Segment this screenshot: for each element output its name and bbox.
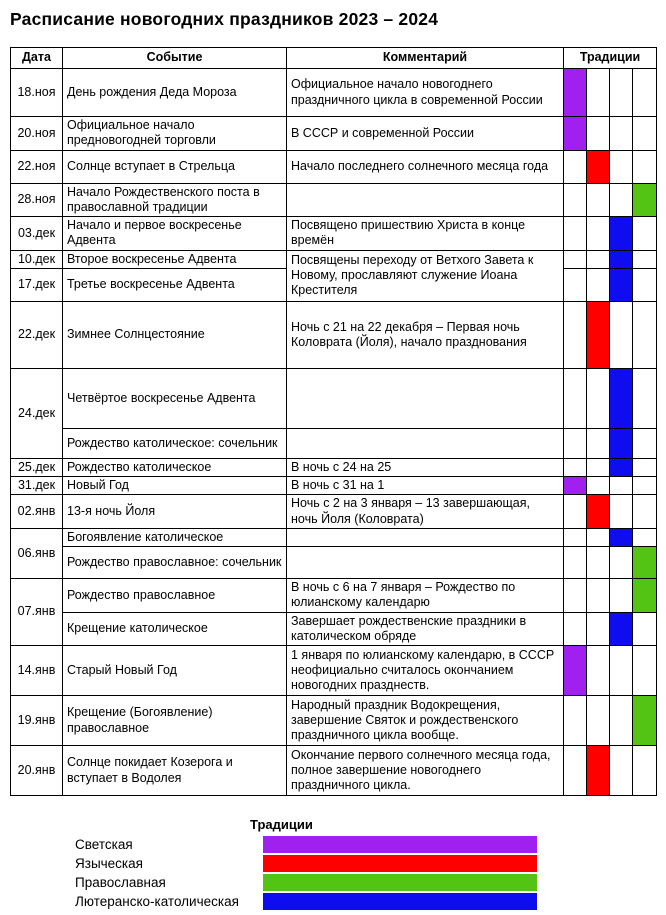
col-header-comment: Комментарий [287,48,564,69]
tradition-cell-pagan [587,301,610,368]
event-cell: Рождество католическое [63,458,287,476]
table-row [11,217,657,251]
tradition-cell-pagan [587,696,610,746]
tradition-cell-orthodox [633,646,657,696]
tradition-cell-pagan [587,612,610,646]
tradition-cell-orthodox [633,268,657,301]
table-row [11,150,657,183]
tradition-cell-secular [564,301,587,368]
legend-color-swatch [263,836,537,853]
tradition-cell-pagan [587,428,610,458]
legend-item [75,892,656,911]
tradition-cell-catholic [610,150,633,183]
tradition-cell-pagan [587,250,610,268]
tradition-cell-pagan [587,183,610,217]
date-cell: 07.янв [11,579,63,646]
table-row [11,477,657,495]
tradition-cell-pagan [587,368,610,428]
tradition-cell-pagan [587,547,610,579]
tradition-cell-orthodox [633,458,657,476]
tradition-cell-catholic [610,477,633,495]
event-cell: Третье воскресенье Адвента [63,268,287,301]
tradition-cell-catholic [610,696,633,746]
date-cell: 02.янв [11,495,63,529]
tradition-cell-pagan [587,495,610,529]
comment-cell: В ночь с 24 на 25 [287,458,564,476]
tradition-cell-orthodox [633,428,657,458]
comment-cell: В ночь с 31 на 1 [287,477,564,495]
event-cell: Официальное начало предновогодней торговли [63,117,287,151]
date-cell: 14.янв [11,646,63,696]
tradition-cell-catholic [610,69,633,117]
tradition-cell-pagan [587,477,610,495]
tradition-cell-orthodox [633,117,657,151]
date-cell: 20.янв [11,746,63,796]
legend-item [75,873,656,892]
tradition-cell-catholic [610,301,633,368]
tradition-cell-pagan [587,528,610,546]
comment-cell: Посвящено пришествию Христа в конце времён [287,217,564,251]
legend-title: Традиции [250,817,313,832]
legend [10,817,656,911]
tradition-cell-catholic [610,458,633,476]
tradition-cell-secular [564,268,587,301]
legend-label: Лютеранско-католическая [75,894,239,909]
event-cell: Крещение (Богоявление) православное [63,696,287,746]
event-cell: Крещение католическое [63,612,287,646]
tradition-cell-catholic [610,528,633,546]
event-cell: Зимнее Солнцестояние [63,301,287,368]
tradition-cell-catholic [610,746,633,796]
event-cell: Начало и первое воскресенье Адвента [63,217,287,251]
schedule-table-body [11,69,657,796]
event-cell: Старый Новый Год [63,646,287,696]
event-cell: Новый Год [63,477,287,495]
date-cell: 22.ноя [11,150,63,183]
date-cell: 25.дек [11,458,63,476]
tradition-cell-secular [564,646,587,696]
tradition-cell-orthodox [633,579,657,613]
event-cell: Рождество православное: сочельник [63,547,287,579]
table-row [11,495,657,529]
event-cell: Начало Рождественского поста в православной традиции [63,183,287,217]
comment-cell [287,183,564,217]
date-cell: 17.дек [11,268,63,301]
legend-items [10,835,656,911]
tradition-cell-catholic [610,117,633,151]
tradition-cell-pagan [587,69,610,117]
legend-color-swatch [263,874,537,891]
tradition-cell-catholic [610,250,633,268]
tradition-cell-catholic [610,368,633,428]
header-row [11,48,657,69]
table-row [11,368,657,428]
tradition-cell-secular [564,696,587,746]
tradition-cell-secular [564,428,587,458]
tradition-cell-catholic [610,217,633,251]
tradition-cell-secular [564,368,587,428]
tradition-cell-orthodox [633,368,657,428]
comment-cell: 1 января по юлианскому календарю, в СССР неофициально считалось окончанием новогодних празднеств. [287,646,564,696]
comment-cell: Ночь с 2 на 3 января – 13 завершающая, ночь Йоля (Коловрата) [287,495,564,529]
date-cell: 03.дек [11,217,63,251]
col-header-date: Дата [11,48,63,69]
col-header-event: Событие [63,48,287,69]
date-cell: 06.янв [11,528,63,578]
tradition-cell-catholic [610,646,633,696]
tradition-cell-catholic [610,183,633,217]
table-row [11,301,657,368]
table-row [11,458,657,476]
tradition-cell-pagan [587,268,610,301]
tradition-cell-pagan [587,458,610,476]
date-cell: 22.дек [11,301,63,368]
tradition-cell-pagan [587,217,610,251]
tradition-cell-pagan [587,150,610,183]
date-cell: 31.дек [11,477,63,495]
event-cell: Второе воскресенье Адвента [63,250,287,268]
event-cell: Четвёртое воскресенье Адвента [63,368,287,428]
tradition-cell-secular [564,117,587,151]
tradition-cell-secular [564,458,587,476]
comment-cell: Официальное начало новогоднего праздничного цикла в современной России [287,69,564,117]
date-cell: 18.ноя [11,69,63,117]
tradition-cell-secular [564,217,587,251]
table-row [11,579,657,613]
holidays-table [10,47,657,796]
tradition-cell-orthodox [633,746,657,796]
comment-cell: Окончание первого солнечного месяца года, полное завершение новогоднего праздничного цикла. [287,746,564,796]
comment-cell: Начало последнего солнечного месяца года [287,150,564,183]
tradition-cell-orthodox [633,477,657,495]
tradition-cell-orthodox [633,301,657,368]
tradition-cell-secular [564,250,587,268]
date-cell: 28.ноя [11,183,63,217]
comment-cell: В ночь с 6 на 7 января – Рождество по юлианскому календарю [287,579,564,613]
legend-color-swatch [263,855,537,872]
tradition-cell-orthodox [633,495,657,529]
tradition-cell-orthodox [633,612,657,646]
tradition-cell-orthodox [633,183,657,217]
tradition-cell-catholic [610,495,633,529]
col-header-traditions: Традиции [564,48,657,69]
tradition-cell-catholic [610,579,633,613]
comment-cell: Завершает рождественские праздники в католическом обряде [287,612,564,646]
tradition-cell-pagan [587,117,610,151]
tradition-cell-secular [564,612,587,646]
tradition-cell-orthodox [633,528,657,546]
tradition-cell-secular [564,495,587,529]
table-row [11,746,657,796]
tradition-cell-secular [564,547,587,579]
event-cell: Солнце покидает Козерога и вступает в Водолея [63,746,287,796]
tradition-cell-catholic [610,612,633,646]
tradition-cell-catholic [610,268,633,301]
event-cell: Солнце вступает в Стрельца [63,150,287,183]
table-row [11,183,657,217]
tradition-cell-orthodox [633,547,657,579]
legend-item [75,835,656,854]
comment-cell: В СССР и современной России [287,117,564,151]
page-title: Расписание новогодних праздников 2023 – 2024 [10,9,439,29]
comment-cell: Посвящены переходу от Ветхого Завета к Новому, прославляют служение Иоана Крестителя [287,250,564,301]
comment-cell [287,547,564,579]
event-cell: Рождество католическое: сочельник [63,428,287,458]
event-cell: Рождество православное [63,579,287,613]
date-cell: 24.дек [11,368,63,458]
event-cell: День рождения Деда Мороза [63,69,287,117]
tradition-cell-secular [564,746,587,796]
tradition-cell-catholic [610,428,633,458]
comment-cell: Народный праздник Водокрещения, завершение Святок и рождественского праздничного цикла вообще. [287,696,564,746]
tradition-cell-pagan [587,579,610,613]
date-cell: 20.ноя [11,117,63,151]
event-cell: 13-я ночь Йоля [63,495,287,529]
tradition-cell-orthodox [633,69,657,117]
legend-label: Православная [75,875,166,890]
table-row [11,646,657,696]
table-row [11,250,657,268]
comment-cell [287,368,564,428]
tradition-cell-catholic [610,547,633,579]
tradition-cell-pagan [587,746,610,796]
table-row [11,696,657,746]
tradition-cell-secular [564,183,587,217]
tradition-cell-secular [564,150,587,183]
event-cell: Богоявление католическое [63,528,287,546]
tradition-cell-pagan [587,646,610,696]
legend-label: Языческая [75,856,143,871]
tradition-cell-orthodox [633,217,657,251]
table-row [11,528,657,546]
tradition-cell-secular [564,528,587,546]
comment-cell [287,528,564,546]
tradition-cell-orthodox [633,250,657,268]
table-row [11,69,657,117]
date-cell: 10.дек [11,250,63,268]
table-row [11,612,657,646]
table-row [11,428,657,458]
comment-cell [287,428,564,458]
comment-cell: Ночь с 21 на 22 декабря – Первая ночь Коловрата (Йоля), начало празднования [287,301,564,368]
legend-color-swatch [263,893,537,910]
tradition-cell-secular [564,579,587,613]
table-row [11,547,657,579]
tradition-cell-secular [564,69,587,117]
tradition-cell-orthodox [633,696,657,746]
date-cell: 19.янв [11,696,63,746]
tradition-cell-orthodox [633,150,657,183]
legend-item [75,854,656,873]
table-row [11,117,657,151]
tradition-cell-secular [564,477,587,495]
legend-label: Светская [75,837,133,852]
